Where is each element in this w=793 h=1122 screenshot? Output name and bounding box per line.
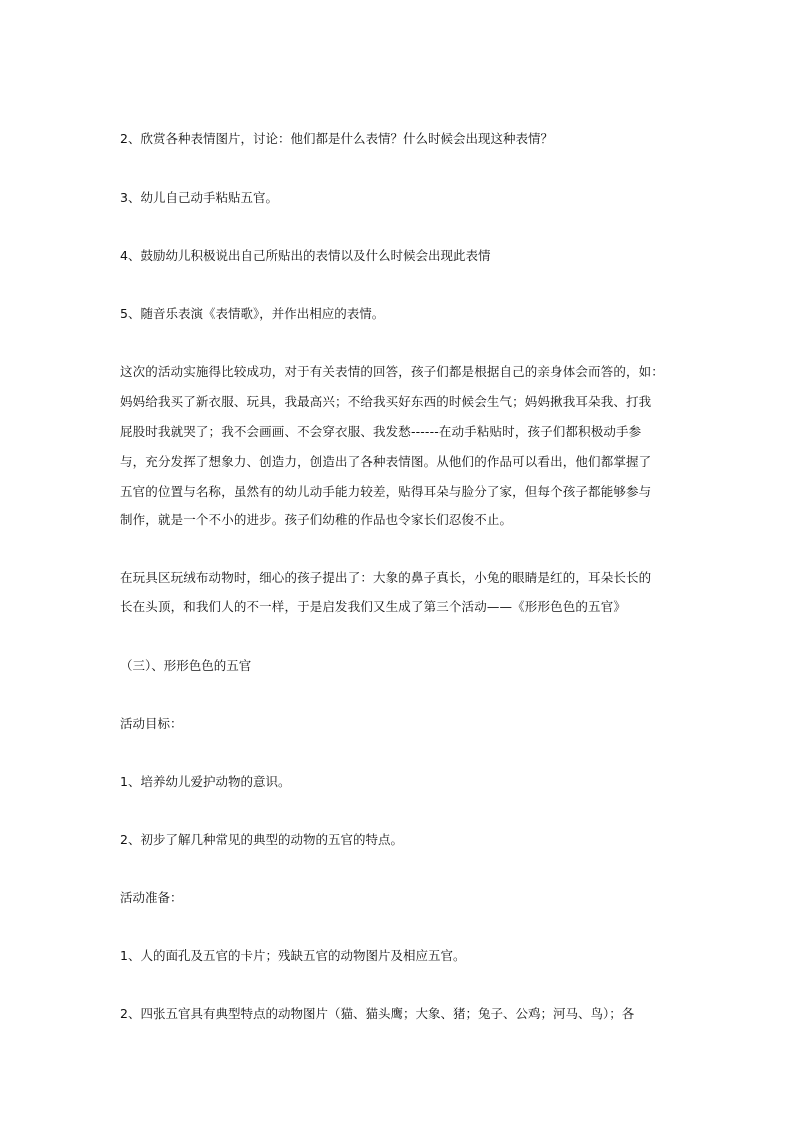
goal-item-2: 2、初步了解几种常见的典型的动物的五官的特点。	[120, 832, 403, 847]
paragraph-toy-area-line-2: 长在头顶，和我们人的不一样，于是启发我们又生成了第三个活动——《形形色色的五官》	[120, 599, 627, 614]
text-line-step-3-paste: 3、幼儿自己动手粘贴五官。	[120, 190, 278, 205]
paragraph-reflection-line-4: 与，充分发挥了想象力、创造力，创造出了各种表情图。从他们的作品可以看出，他们都掌握了	[120, 454, 652, 469]
paragraph-reflection-line-5: 五官的位置与名称，虽然有的幼儿动手能力较差，贴得耳朵与脸分了家，但每个孩子都能够参与	[120, 484, 652, 499]
text-line-step-2-discuss: 2、欣赏各种表情图片，讨论：他们都是什么表情？什么时候会出现这种表情？	[120, 131, 553, 146]
preparation-item-2: 2、四张五官具有典型特点的动物图片（猫、猫头鹰；大象、猪；兔子、公鸡；河马、鸟）；各	[120, 1006, 635, 1021]
activity-preparation-heading: 活动准备：	[120, 890, 183, 905]
activity-goals-heading: 活动目标：	[120, 716, 183, 731]
section-heading-3: （三）、形形色色的五官	[120, 658, 252, 673]
paragraph-reflection-line-2: 妈妈给我买了新衣服、玩具，我最高兴；不给我买好东西的时候会生气；妈妈揪我耳朵我、打我	[120, 394, 652, 409]
paragraph-toy-area-line-1: 在玩具区玩绒布动物时，细心的孩子提出了：大象的鼻子真长，小兔的眼睛是红的，耳朵长长的	[120, 570, 652, 585]
paragraph-reflection-line-1: 这次的活动实施得比较成功，对于有关表情的回答，孩子们都是根据自己的亲身体会而答的，如：	[120, 364, 664, 379]
paragraph-reflection-line-6: 制作，就是一个不小的进步。孩子们幼稚的作品也令家长们忍俊不止。	[120, 512, 513, 527]
text-line-step-4-encourage: 4、鼓励幼儿积极说出自己所贴出的表情以及什么时候会出现此表情	[120, 248, 491, 263]
goal-item-1: 1、培养幼儿爱护动物的意识。	[120, 774, 291, 789]
paragraph-reflection-line-3: 屁股时我就哭了；我不会画画、不会穿衣服、我发愁------在动手粘贴时，孩子们都积极动手参	[120, 424, 642, 439]
preparation-item-1: 1、人的面孔及五官的卡片；残缺五官的动物图片及相应五官。	[120, 948, 466, 963]
text-line-step-5-music: 5、随音乐表演《表情歌》，并作出相应的表情。	[120, 306, 385, 321]
